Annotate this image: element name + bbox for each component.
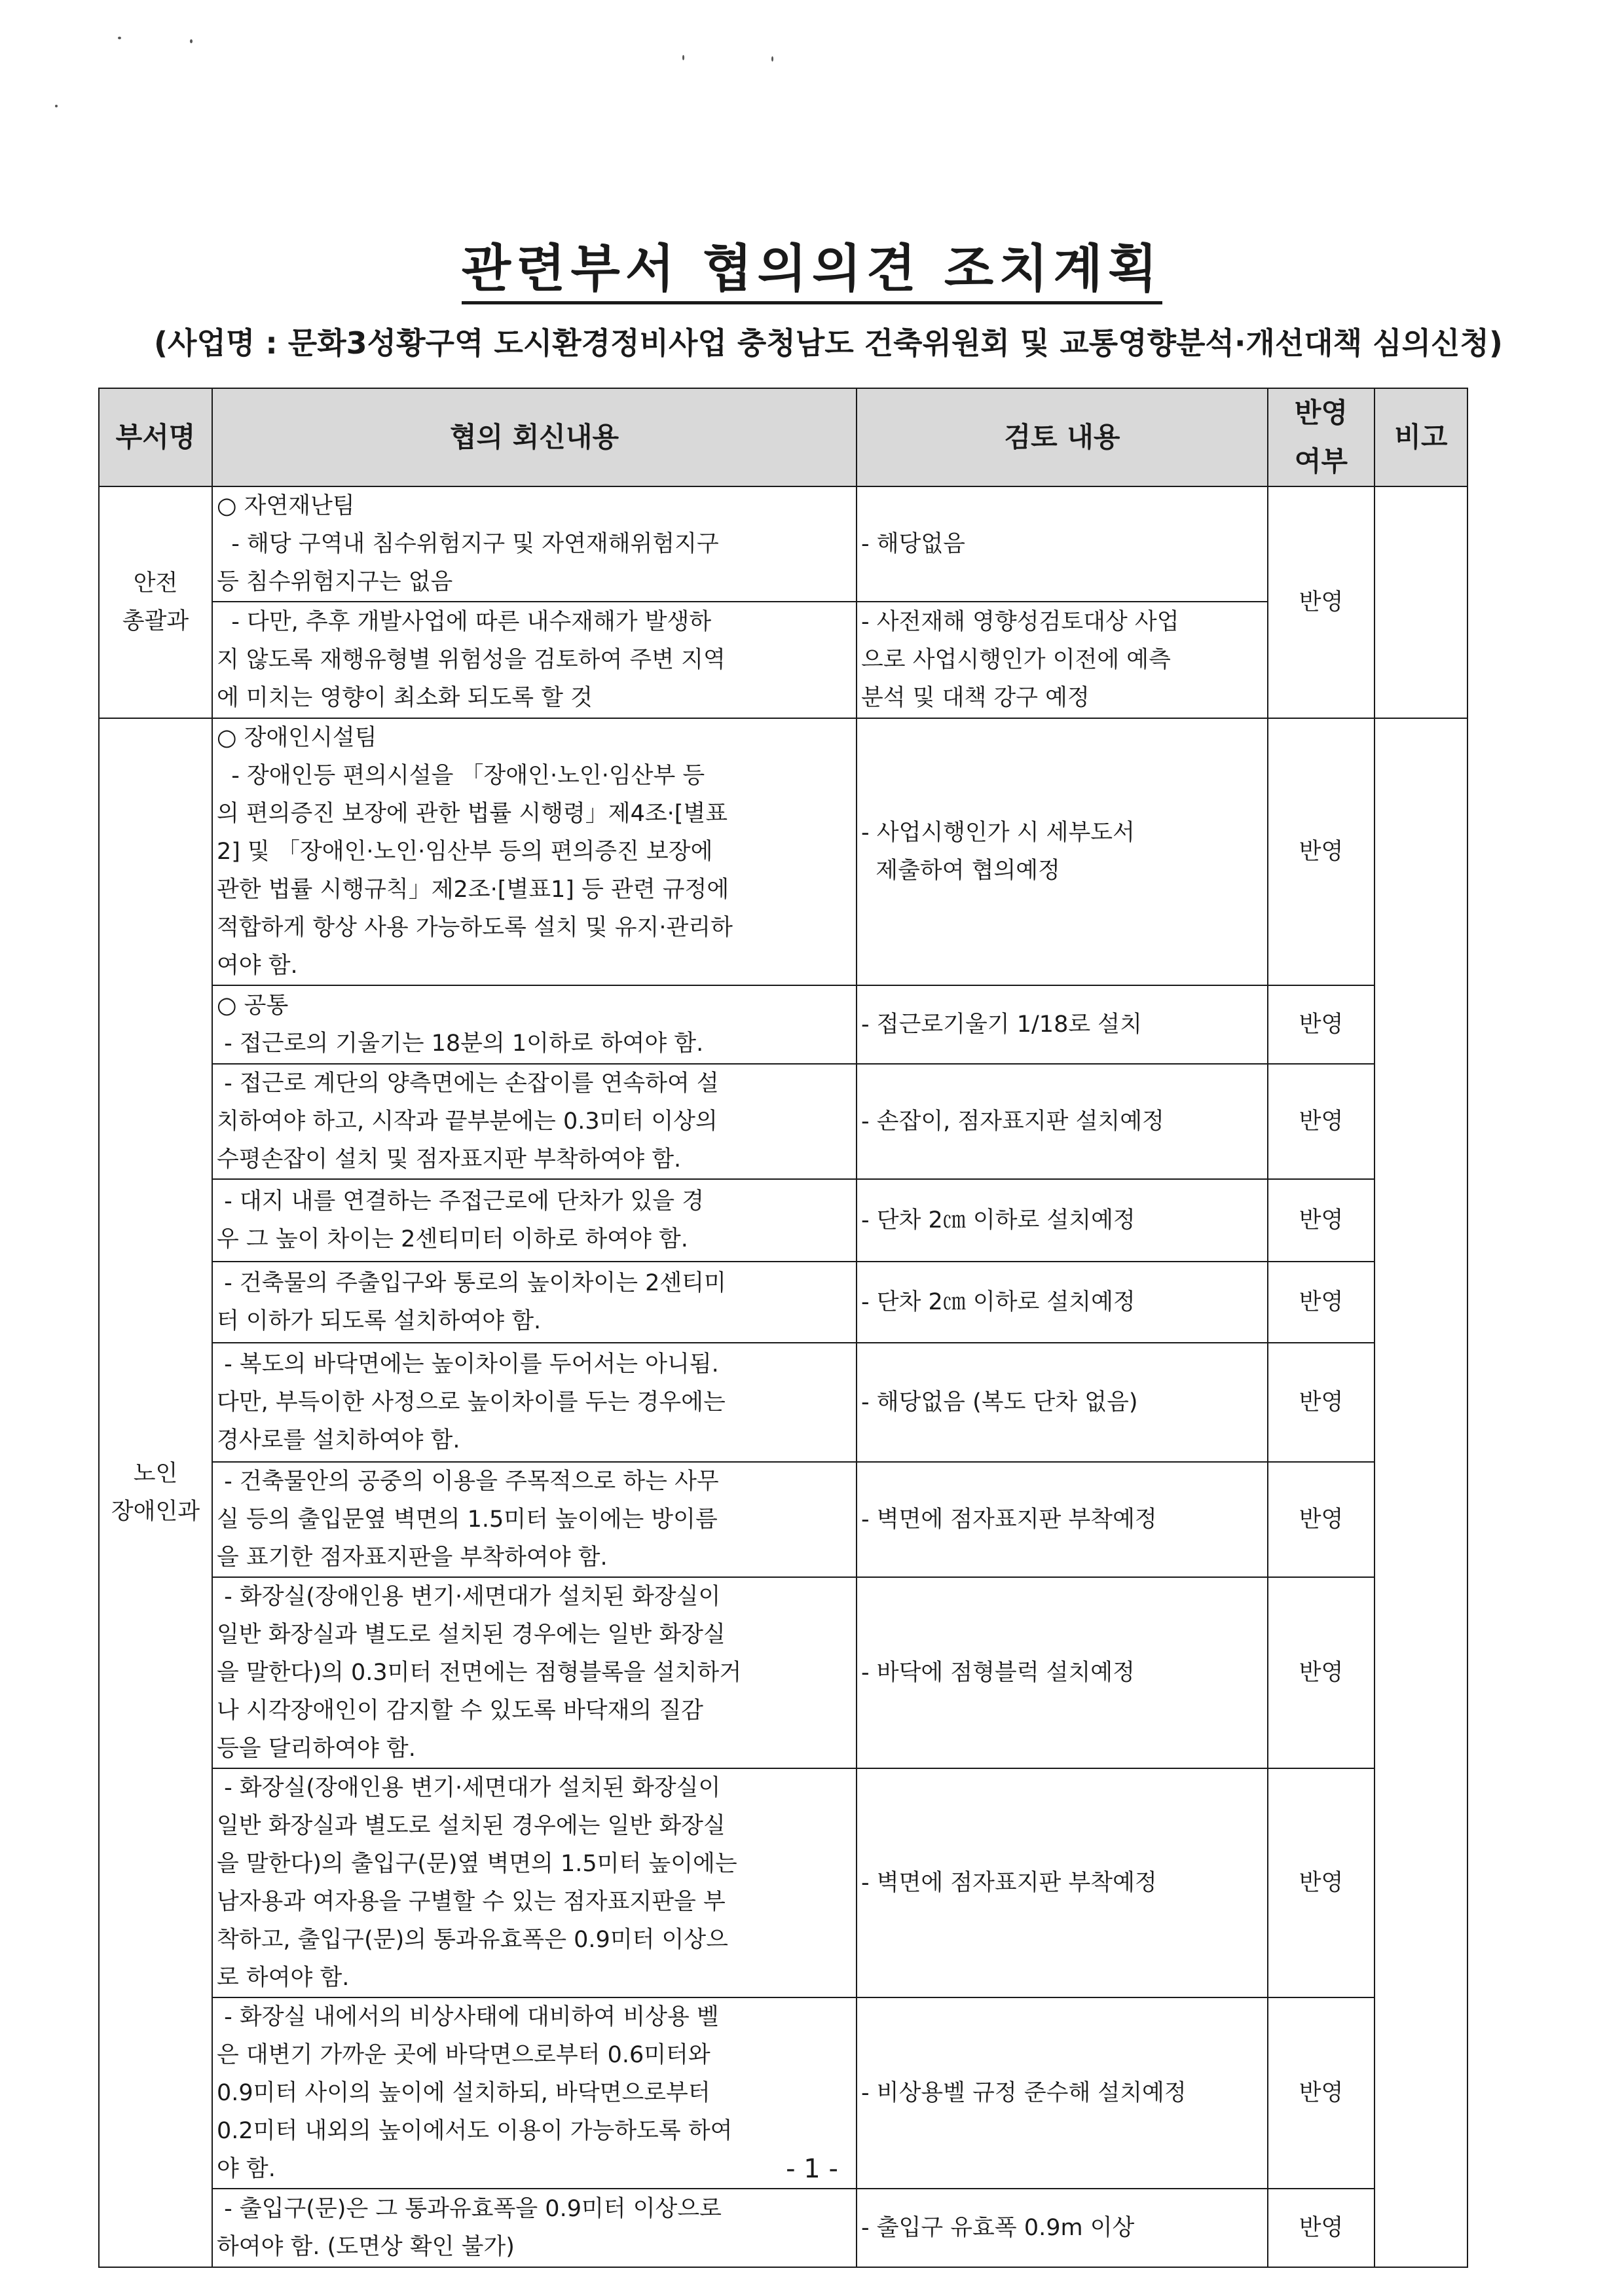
- reply-line: 등 침수위험지구는 없음: [217, 569, 453, 595]
- reflect-cell: 반영: [1268, 1768, 1375, 1997]
- table-row: [99, 1577, 1467, 1768]
- review-cell: [857, 1768, 1268, 1997]
- reply-line: - 대지 내를 연결하는 주접근로에 단차가 있을 경: [217, 1188, 705, 1214]
- reply-line: 수평손잡이 설치 및 점자표지판 부착하여야 함.: [217, 1146, 682, 1173]
- reflect-cell: 반영: [1268, 1997, 1375, 2189]
- reply-line: 을 표기한 점자표지판을 부착하여야 함.: [217, 1544, 608, 1571]
- table-row: [99, 1343, 1467, 1462]
- reply-line: 지 않도록 재행유형별 위험성을 검토하여 주변 지역: [217, 647, 726, 673]
- reply-line: ○ 장애인시설팀: [217, 725, 377, 751]
- table-row: [99, 602, 1467, 718]
- reply-line: 에 미치는 영향이 최소화 되도록 할 것: [217, 685, 593, 711]
- reply-cell: [212, 1343, 857, 1462]
- reflect-cell: 반영: [1268, 1343, 1375, 1462]
- review-line: - 비상용벨 규정 준수해 설치예정: [861, 2080, 1187, 2106]
- review-line: - 해당없음: [861, 531, 965, 557]
- reply-line: - 건축물의 주출입구와 통로의 높이차이는 2센티미: [217, 1270, 726, 1296]
- reply-line: 의 편의증진 보장에 관한 법률 시행령」제4조·[별표: [217, 801, 728, 827]
- reply-line: - 출입구(문)은 그 통과유효폭을 0.9미터 이상으로: [217, 2196, 722, 2222]
- reply-cell: [212, 2189, 857, 2267]
- project-subtitle: (사업명 : 문화3성황구역 도시환경정비사업 충청남도 건축위원회 및 교통영향분석·개선대책 심의신청): [154, 325, 1503, 361]
- dept-name-line: 안전: [133, 570, 178, 596]
- reply-line: 실 등의 출입문옆 벽면의 1.5미터 높이에는 방이름: [217, 1506, 718, 1533]
- header-note: 비고: [1375, 388, 1467, 486]
- reply-cell: [212, 985, 857, 1064]
- reflect-cell: 반영: [1268, 1577, 1375, 1768]
- reply-line: ○ 자연재난팀: [217, 493, 355, 519]
- reply-line: ○ 공통: [217, 993, 289, 1019]
- reply-line: 0.9미터 사이의 높이에 설치하되, 바닥면으로부터: [217, 2080, 710, 2106]
- reply-line: 우 그 높이 차이는 2센티미터 이하로 하여야 함.: [217, 1226, 688, 1252]
- reply-line: 착하고, 출입구(문)의 통과유효폭은 0.9미터 이상으: [217, 1927, 728, 1953]
- reflect-cell: 반영: [1268, 985, 1375, 1064]
- review-line: - 벽면에 점자표지판 부착예정: [861, 1870, 1157, 1896]
- review-line: - 사전재해 영향성검토대상 사업: [861, 609, 1179, 635]
- review-line: - 바닥에 점형블럭 설치예정: [861, 1660, 1135, 1686]
- reply-line: - 건축물안의 공중의 이용을 주목적으로 하는 사무: [217, 1468, 719, 1495]
- reply-line: - 해당 구역내 침수위험지구 및 자연재해위험지구: [217, 531, 719, 557]
- review-cell: [857, 1577, 1268, 1768]
- reply-line: - 장애인등 편의시설을 「장애인·노인·임산부 등: [217, 763, 705, 789]
- page-number: - 1 -: [786, 2154, 838, 2184]
- reply-line: 일반 화장실과 별도로 설치된 경우에는 일반 화장실: [217, 1813, 726, 1839]
- reply-line: 2] 및 「장애인·노인·임산부 등의 편의증진 보장에: [217, 839, 713, 865]
- table-row: [99, 985, 1467, 1064]
- reply-line: 0.2미터 내외의 높이에서도 이용이 가능하도록 하여: [217, 2118, 733, 2144]
- consultation-table: [98, 388, 1468, 2268]
- scan-speck: [118, 37, 121, 39]
- review-cell: [857, 2189, 1268, 2267]
- review-cell: [857, 985, 1268, 1064]
- review-line: 분석 및 대책 강구 예정: [861, 685, 1090, 711]
- header-review: 검토 내용: [857, 388, 1268, 486]
- header-dept: 부서명: [99, 388, 212, 486]
- reply-line: 등을 달리하여야 함.: [217, 1736, 416, 1762]
- reflect-cell: 반영: [1268, 1462, 1375, 1577]
- reply-line: 나 시각장애인이 감지할 수 있도록 바닥재의 질감: [217, 1698, 703, 1724]
- reply-line: 은 대변기 가까운 곳에 바닥면으로부터 0.6미터와: [217, 2042, 710, 2068]
- reply-cell: [212, 1462, 857, 1577]
- review-line: - 손잡이, 점자표지판 설치예정: [861, 1108, 1164, 1135]
- dept-name-line: 노인: [133, 1461, 178, 1487]
- review-cell: [857, 1064, 1268, 1179]
- reply-line: 터 이하가 되도록 설치하여야 함.: [217, 1308, 542, 1334]
- review-line: - 해당없음 (복도 단차 없음): [861, 1389, 1138, 1415]
- table-row: [99, 2189, 1467, 2267]
- review-line: - 벽면에 점자표지판 부착예정: [861, 1506, 1157, 1533]
- review-cell: [857, 1262, 1268, 1343]
- reply-cell: [212, 718, 857, 985]
- table-row: [99, 1462, 1467, 1577]
- table-header-row: [99, 388, 1467, 486]
- review-line: - 사업시행인가 시 세부도서: [861, 820, 1135, 846]
- reply-line: 야 함.: [217, 2156, 276, 2182]
- review-line: 제출하여 협의예정: [861, 858, 1060, 884]
- reply-line: - 다만, 추후 개발사업에 따른 내수재해가 발생하: [217, 609, 712, 635]
- review-line: 으로 사업시행인가 이전에 예측: [861, 647, 1171, 673]
- reply-cell: [212, 1262, 857, 1343]
- dept-cell: [99, 486, 212, 718]
- reply-line: 하여야 함. (도면상 확인 불가): [217, 2234, 515, 2260]
- table-row: [99, 1064, 1467, 1179]
- reply-cell: [212, 1179, 857, 1262]
- reply-line: 남자용과 여자용을 구별할 수 있는 점자표지판을 부: [217, 1889, 726, 1915]
- header-reply: 협의 회신내용: [212, 388, 857, 486]
- review-line: - 단차 2㎝ 이하로 설치예정: [861, 1289, 1135, 1315]
- reply-line: - 화장실 내에서의 비상사태에 대비하여 비상용 벨: [217, 2004, 719, 2030]
- scan-speck: [55, 105, 58, 107]
- scan-speck: [190, 39, 193, 43]
- table-row: [99, 1768, 1467, 1997]
- dept-name-line: 총괄과: [122, 608, 189, 634]
- reply-cell: [212, 486, 857, 602]
- reflect-cell: 반영: [1268, 2189, 1375, 2267]
- reply-line: - 접근로 계단의 양측면에는 손잡이를 연속하여 설: [217, 1070, 719, 1097]
- reply-cell: [212, 1768, 857, 1997]
- reflect-cell: 반영: [1268, 1179, 1375, 1262]
- dept-name-line: 장애인과: [111, 1499, 200, 1525]
- reply-line: 다만, 부득이한 사정으로 높이차이를 두는 경우에는: [217, 1389, 726, 1415]
- note-cell: [1375, 486, 1467, 718]
- reply-line: 여야 함.: [217, 953, 298, 979]
- header-reflect: 반영 여부: [1268, 388, 1375, 486]
- scan-speck: [771, 56, 773, 62]
- reply-cell: [212, 602, 857, 718]
- reply-line: - 화장실(장애인용 변기·세면대가 설치된 화장실이: [217, 1775, 721, 1801]
- table-body: [99, 486, 1467, 2267]
- review-line: - 접근로기울기 1/18로 설치: [861, 1011, 1142, 1038]
- reply-line: 관한 법률 시행규칙」제2조·[별표1] 등 관련 규정에: [217, 877, 729, 903]
- review-line: - 단차 2㎝ 이하로 설치예정: [861, 1207, 1135, 1233]
- review-cell: [857, 1343, 1268, 1462]
- reflect-cell: 반영: [1268, 1262, 1375, 1343]
- table-row: [99, 718, 1467, 985]
- review-cell: [857, 486, 1268, 602]
- reflect-cell: 반영: [1268, 1064, 1375, 1179]
- reply-line: 을 말한다)의 출입구(문)옆 벽면의 1.5미터 높이에는: [217, 1851, 737, 1877]
- reply-line: - 접근로의 기울기는 18분의 1이하로 하여야 함.: [217, 1030, 704, 1057]
- review-cell: [857, 602, 1268, 718]
- note-cell: [1375, 718, 1467, 2267]
- reflect-cell: 반영: [1268, 718, 1375, 985]
- reply-line: 을 말한다)의 0.3미터 전면에는 점형블록을 설치하거: [217, 1660, 742, 1686]
- reply-line: 경사로를 설치하여야 함.: [217, 1427, 460, 1453]
- reply-cell: [212, 1064, 857, 1179]
- reply-line: - 복도의 바닥면에는 높이차이를 두어서는 아니됨.: [217, 1351, 719, 1377]
- table-row: [99, 1179, 1467, 1262]
- review-line: - 출입구 유효폭 0.9m 이상: [861, 2215, 1135, 2241]
- table-row: [99, 486, 1467, 602]
- reply-cell: [212, 1577, 857, 1768]
- page-title: 관련부서 협의의견 조치계획: [0, 228, 1624, 301]
- reply-line: - 화장실(장애인용 변기·세면대가 설치된 화장실이: [217, 1584, 721, 1610]
- review-cell: [857, 718, 1268, 985]
- review-cell: [857, 1179, 1268, 1262]
- reflect-cell: 반영: [1268, 486, 1375, 718]
- reply-line: 일반 화장실과 별도로 설치된 경우에는 일반 화장실: [217, 1622, 726, 1648]
- review-cell: [857, 1462, 1268, 1577]
- scan-speck: [682, 55, 684, 60]
- reply-line: 치하여야 하고, 시작과 끝부분에는 0.3미터 이상의: [217, 1108, 718, 1135]
- table-row: [99, 1262, 1467, 1343]
- dept-cell: [99, 718, 212, 2267]
- reply-line: 적합하게 항상 사용 가능하도록 설치 및 유지·관리하: [217, 915, 733, 941]
- reply-line: 로 하여야 함.: [217, 1965, 350, 1991]
